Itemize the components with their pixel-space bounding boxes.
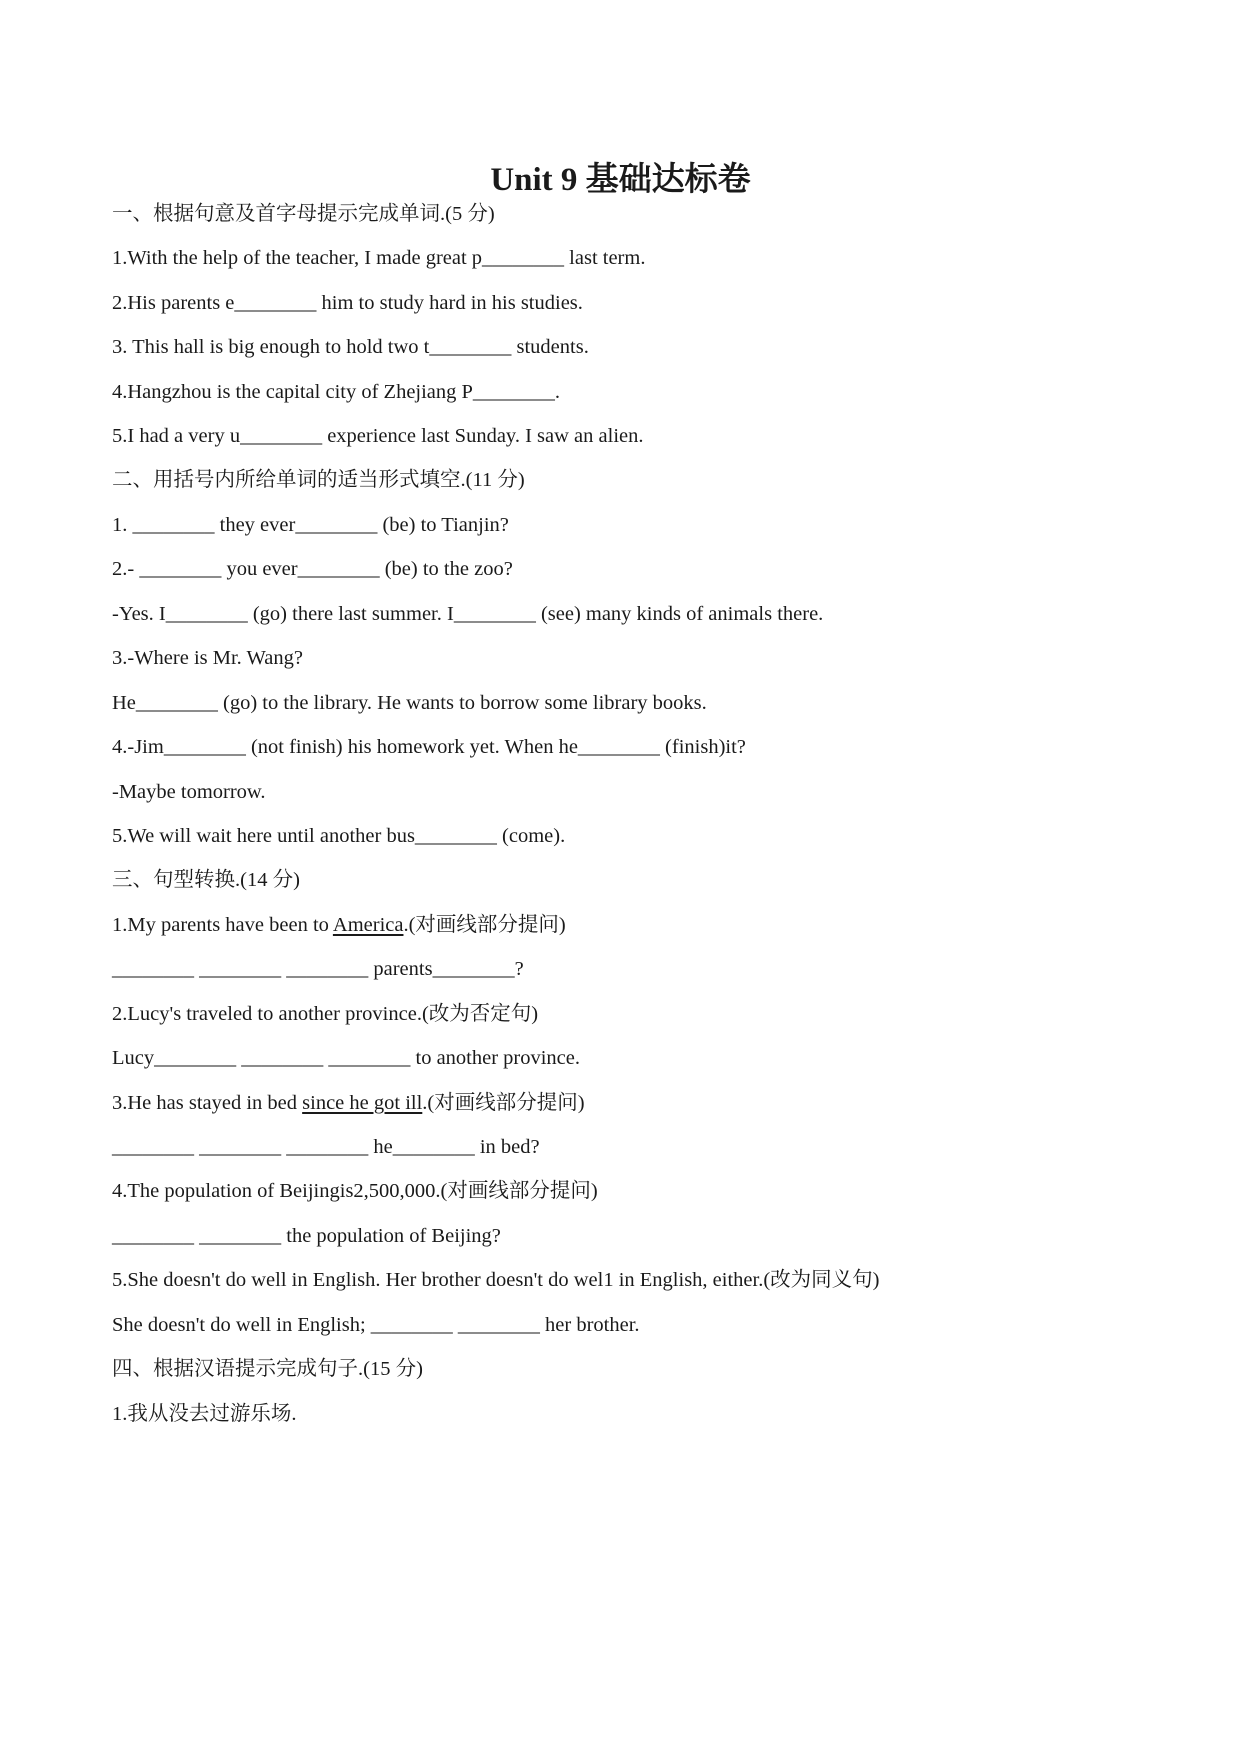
s2-question-1: 1. ________ they ever________ (be) to Tianjin? [112, 514, 509, 536]
s2-question-4-answer: -Maybe tomorrow. [112, 781, 266, 803]
s1-question-2: 2.His parents e________ him to study hard in his studies. [112, 292, 583, 314]
s2-question-4: 4.-Jim________ (not finish) his homework yet. When he________ (finish)it? [112, 736, 746, 758]
section-4-heading: 四、根据汉语提示完成句子.(15 分) [112, 1358, 423, 1380]
s3-question-5: 5.She doesn't do well in English. Her brother doesn't do wel1 in English, either.(改为同义句) [112, 1269, 880, 1291]
s2-question-2-answer: -Yes. I________ (go) there last summer. I________ (see) many kinds of animals there. [112, 603, 824, 625]
s3-question-4: 4.The population of Beijingis2,500,000.(对画线部分提问) [112, 1180, 598, 1202]
s4-question-1: 1.我从没去过游乐场. [112, 1403, 297, 1425]
s1-question-5: 5.I had a very u________ experience last Sunday. I saw an alien. [112, 425, 644, 447]
s3-question-1 [112, 911, 566, 939]
section-3-heading: 三、句型转换.(14 分) [112, 869, 300, 891]
s2-question-2: 2.- ________ you ever________ (be) to the zoo? [112, 558, 513, 580]
page-title: Unit 9 基础达标卷 [490, 162, 751, 198]
s2-question-3: 3.-Where is Mr. Wang? [112, 647, 303, 669]
s3-question-2-answer: Lucy________ ________ ________ to another province. [112, 1047, 581, 1069]
s3-question-1-text: 1.My parents have been to [112, 914, 333, 936]
s2-question-3-answer: He________ (go) to the library. He wants to borrow some library books. [112, 692, 707, 714]
s3-question-3-answer: ________ ________ ________ he________ in bed? [112, 1136, 540, 1158]
s3-question-3-instruction: .(对画线部分提问) [422, 1092, 585, 1114]
s2-question-5: 5.We will wait here until another bus________ (come). [112, 825, 566, 847]
s3-question-5-answer: She doesn't do well in English; ________ ________ her brother. [112, 1314, 640, 1336]
s3-question-2: 2.Lucy's traveled to another province.(改为否定句) [112, 1003, 539, 1025]
s3-question-3-underlined: since he got ill [302, 1092, 423, 1114]
s3-question-1-answer: ________ ________ ________ parents________? [112, 958, 524, 980]
s3-question-3-text: 3.He has stayed in bed [112, 1092, 303, 1114]
s1-question-4: 4.Hangzhou is the capital city of Zhejiang P________. [112, 381, 561, 403]
s1-question-1: 1.With the help of the teacher, I made great p________ last term. [112, 247, 646, 269]
s3-question-1-instruction: .(对画线部分提问) [403, 914, 566, 936]
section-2-heading: 二、用括号内所给单词的适当形式填空.(11 分) [112, 469, 525, 491]
s3-question-4-answer: ________ ________ the population of Beijing? [112, 1225, 501, 1247]
section-1-heading: 一、根据句意及首字母提示完成单词.(5 分) [112, 203, 495, 225]
s1-question-3: 3. This hall is big enough to hold two t________ students. [112, 336, 589, 358]
s3-question-3 [112, 1089, 585, 1117]
s3-question-1-underlined: America [332, 914, 404, 936]
